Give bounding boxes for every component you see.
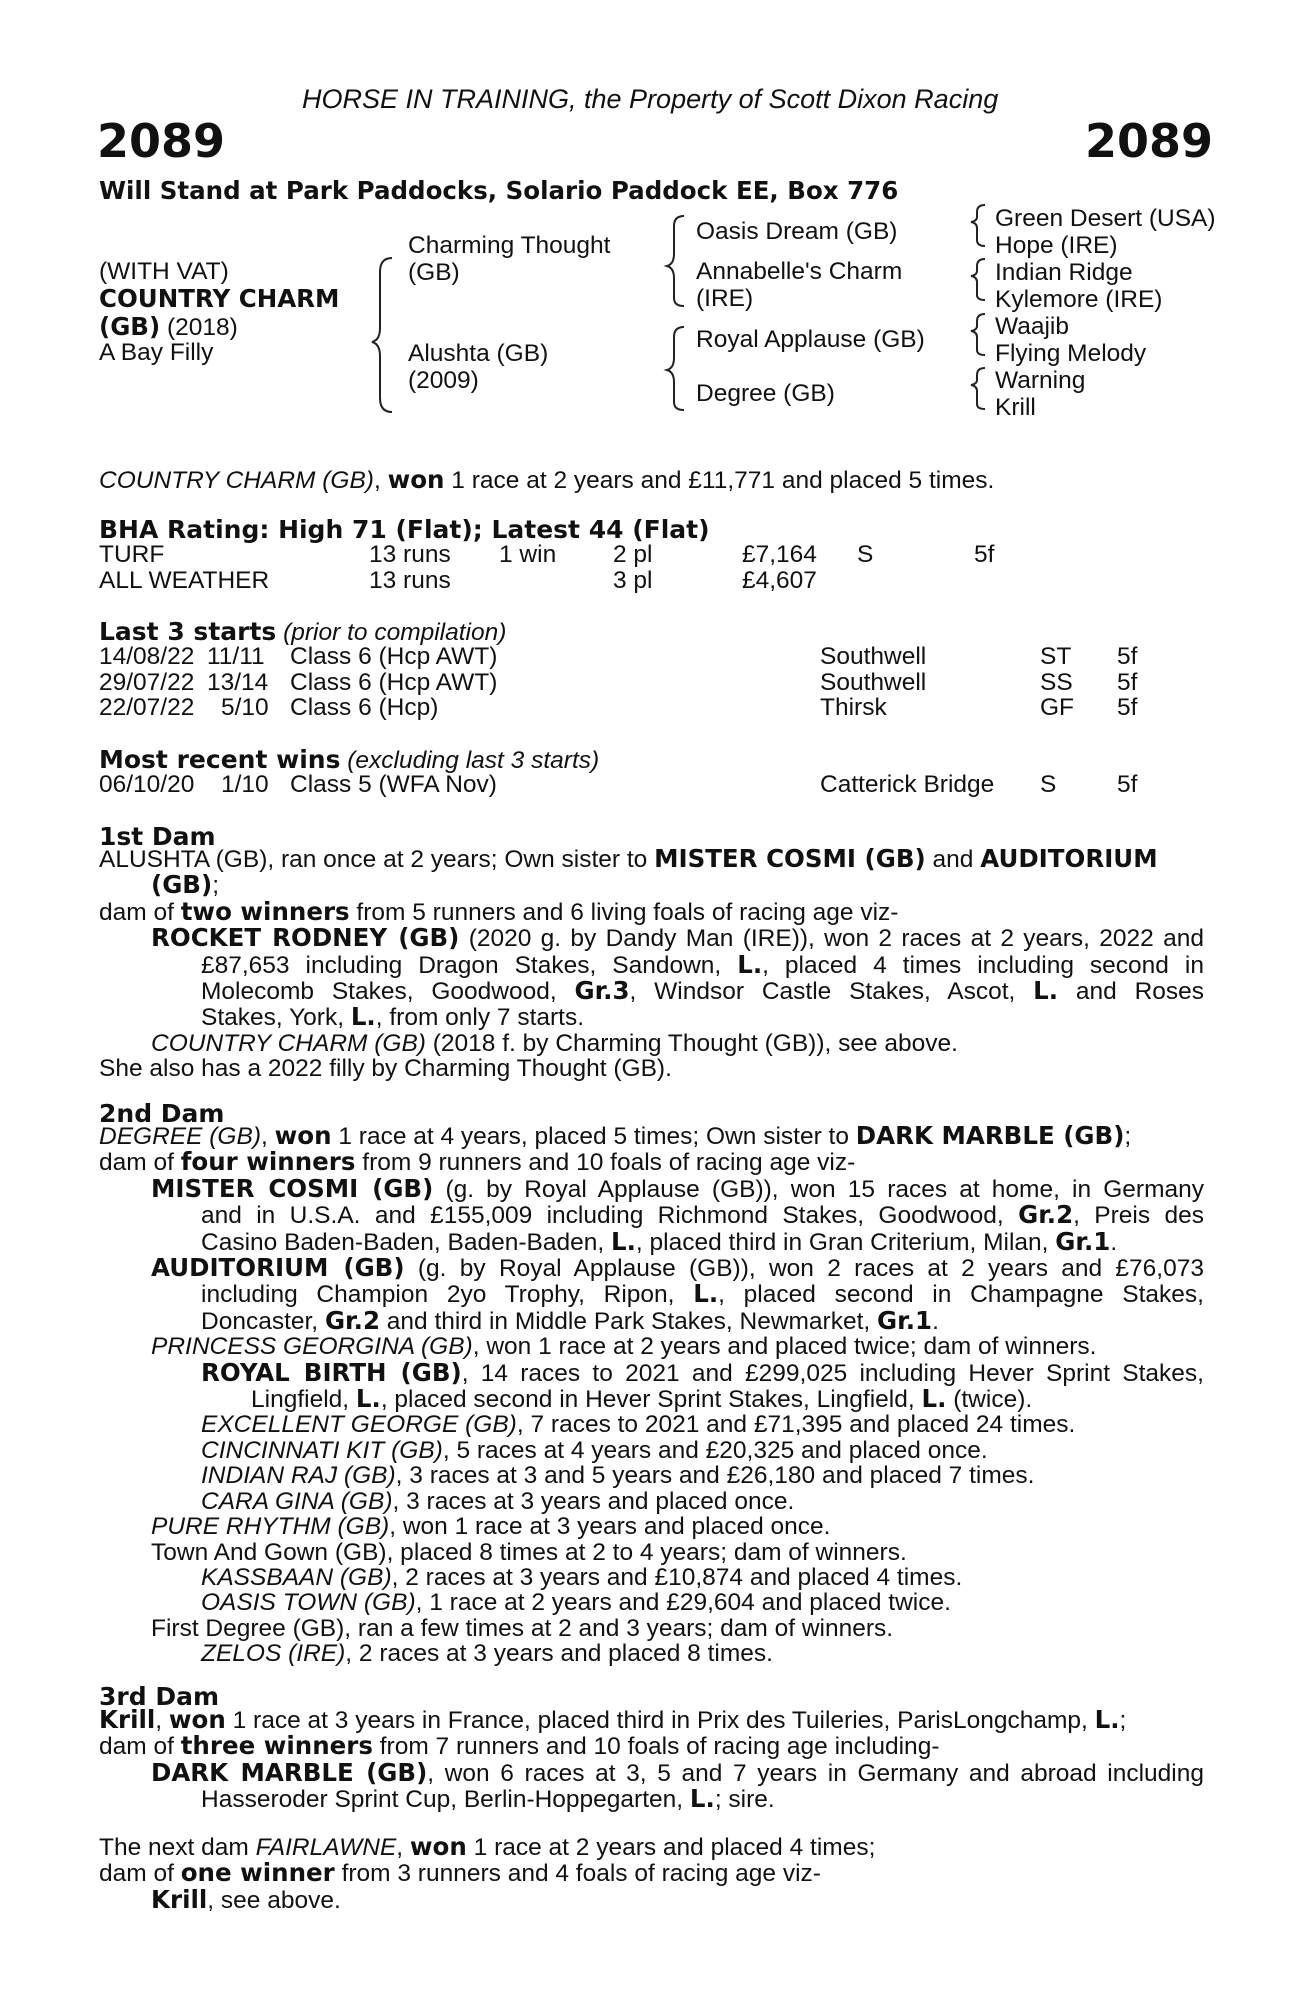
horse-link: CARA GINA (GB) [201, 1487, 393, 1515]
text-line [99, 1834, 1204, 1860]
text-run: , from only 7 starts. [375, 1004, 585, 1032]
text-run: ALUSHTA (GB), ran once at 2 years; Own sister to [99, 846, 655, 873]
horse-link: AUDITORIUM [980, 844, 1158, 873]
second-dam-section [99, 1123, 1204, 1667]
pedigree-dsd: Flying Melody [995, 340, 1147, 367]
win-going: S [1040, 771, 1057, 798]
text-run: from 5 runners and 6 living foals of racing age viz- [349, 898, 899, 926]
text-run: , [261, 1123, 275, 1150]
text-run: , won 6 races at 3, 5 and 7 years in Germany and abroad including [427, 1759, 1204, 1787]
page-header-title: HORSE IN TRAINING, the Property of Scott Dixon Racing [302, 84, 999, 114]
horse-link: DEGREE (GB) [99, 1123, 261, 1150]
start-distance: 5f [1117, 669, 1138, 696]
text-run: Casino Baden-Baden, Baden-Baden, [201, 1228, 611, 1256]
start-going: SS [1040, 669, 1073, 696]
start-distance: 5f [1117, 694, 1138, 721]
winners-count: three winners [180, 1731, 373, 1761]
pedigree-sds: Indian Ridge [995, 259, 1133, 286]
stand-location: Will Stand at Park Paddocks, Solario Paddock EE, Box 776 [99, 176, 899, 205]
grade: L. [611, 1226, 636, 1256]
rating-money: £4,607 [742, 567, 817, 594]
winners-count: two winners [180, 896, 350, 926]
horse-link: ROCKET RODNEY (GB) [151, 923, 460, 953]
text-run: , Windsor Castle Stakes, Ascot, [629, 978, 1034, 1006]
pedigree-dss: Waajib [995, 313, 1069, 340]
grade: Gr.1 [1055, 1226, 1111, 1256]
text-run: from 7 runners and 10 foals of racing age including- [372, 1733, 940, 1761]
horse-link: DARK MARBLE (GB) [855, 1121, 1125, 1150]
text-line [99, 1004, 1204, 1030]
rating-runs: 13 runs [369, 541, 451, 568]
pedigree-sire-dam: Annabelle's Charm [696, 258, 903, 285]
next-dam-section [99, 1834, 1204, 1913]
pedigree-sire-sire: Oasis Dream (GB) [696, 218, 898, 245]
text-line [99, 1707, 1204, 1733]
text-line [99, 1540, 1204, 1565]
win-class: Class 5 (WFA Nov) [290, 771, 497, 798]
horse-link: INDIAN RAJ (GB) [201, 1462, 396, 1490]
horse-link: (GB) [151, 870, 213, 900]
text-line [99, 949, 1204, 979]
pedigree-ddd: Krill [995, 394, 1036, 421]
grade: Gr.3 [574, 976, 630, 1006]
text-run: , see above. [207, 1886, 341, 1914]
win-distance: 5f [1117, 771, 1138, 798]
text-line [99, 1386, 1204, 1412]
rating-runs: 13 runs [369, 567, 451, 594]
rating-going: S [857, 541, 874, 568]
pedigree-dam-dam: Degree (GB) [696, 380, 835, 407]
horse-link: PURE RHYTHM (GB) [151, 1513, 390, 1541]
text-line [99, 1514, 1204, 1539]
text-run: , 1 race at 2 years and £29,604 and placed twice. [415, 1589, 951, 1617]
text-run: (2020 g. by Dandy Man (IRE)), won 2 races at 2 years, 2022 and [459, 925, 1204, 953]
start-date: 14/08/22 [99, 643, 195, 670]
text-line [99, 1202, 1204, 1228]
grade: L. [737, 949, 763, 979]
text-line [99, 1489, 1204, 1514]
grade: L. [1094, 1705, 1120, 1734]
horse-country: (GB) [99, 312, 161, 341]
text-run: , placed second in Champagne Stakes, [718, 1281, 1204, 1309]
text-line [99, 1056, 1204, 1081]
pedigree-sire-dam-country: (IRE) [696, 285, 754, 312]
pedigree-dds: Warning [995, 367, 1086, 394]
win-date: 06/10/20 [99, 771, 195, 798]
grade: L. [689, 1784, 715, 1814]
text-run: £87,653 including Dragon Stakes, Sandown, [201, 951, 738, 979]
text-run: , 14 races to 2021 and £299,025 including Hever Sprint Stakes, [461, 1359, 1204, 1387]
text-line [99, 1590, 1204, 1615]
text-run: , 5 races at 4 years and £20,325 and placed once. [442, 1436, 988, 1464]
text-run: , placed third in Gran Criterium, Milan, [635, 1228, 1056, 1256]
text-line [99, 1149, 1204, 1175]
text-line [99, 1334, 1204, 1359]
rating-placed: 2 pl [613, 541, 653, 568]
rating-money: £7,164 [742, 541, 817, 568]
text-run: dam of [99, 898, 181, 926]
text-run: , won 1 race at 2 years and placed twice; dam of winners. [472, 1333, 1097, 1361]
rating-surface: ALL WEATHER [99, 567, 270, 594]
text-run: 1 race at 3 years in France, placed third in Prix des Tuileries, ParisLongchamp, [225, 1707, 1095, 1734]
pedigree-sdd: Kylemore (IRE) [995, 286, 1163, 313]
start-class: Class 6 (Hcp AWT) [290, 669, 498, 696]
text-run: . [1110, 1228, 1118, 1256]
text-run: ; [1124, 1123, 1132, 1150]
text-run: , [396, 1834, 410, 1861]
summary-sep: , [373, 467, 388, 494]
text-line [99, 872, 1204, 898]
text-line [99, 1438, 1204, 1463]
horse-year: (2018) [160, 314, 238, 341]
start-class: Class 6 (Hcp AWT) [290, 643, 498, 670]
text-run: from 9 runners and 10 foals of racing age viz- [355, 1149, 856, 1177]
grade: L. [693, 1279, 719, 1309]
horse-link: Krill [99, 1705, 156, 1734]
start-going: GF [1040, 694, 1075, 721]
text-run: Hasseroder Sprint Cup, Berlin-Hoppegarten, [201, 1786, 690, 1814]
text-run: 1 race at 2 years and placed 4 times; [466, 1834, 876, 1861]
horse-link: DARK MARBLE (GB) [151, 1757, 428, 1787]
horse-link: FAIRLAWNE [255, 1834, 397, 1861]
text-run: including Champion 2yo Trophy, Ripon, [201, 1281, 694, 1309]
start-course: Southwell [820, 669, 927, 696]
text-line [99, 1463, 1204, 1488]
won-label: won [274, 1121, 332, 1150]
pedigree-dam-year: (2009) [408, 367, 479, 394]
grade: Gr.1 [877, 1305, 933, 1335]
lot-number-right: 2089 [1085, 114, 1214, 168]
first-dam-section [99, 846, 1204, 1082]
grade: Gr.2 [1018, 1200, 1074, 1230]
start-course: Southwell [820, 643, 927, 670]
horse-link: MISTER COSMI (GB) [654, 844, 926, 873]
recent-wins-title: Most recent wins [99, 745, 341, 774]
horse-link: OASIS TOWN (GB) [201, 1589, 416, 1617]
text-line [99, 1884, 1204, 1914]
rating-distance: 5f [974, 541, 995, 568]
text-run: (2018 f. by Charming Thought (GB)), see above. [425, 1029, 958, 1057]
text-run: . [932, 1307, 939, 1335]
start-going: ST [1040, 643, 1072, 670]
text-run: dam of [99, 1733, 181, 1761]
lot-number-left: 2089 [97, 114, 226, 168]
text-line [99, 846, 1204, 872]
text-line [99, 1123, 1204, 1149]
start-date: 22/07/22 [99, 694, 195, 721]
text-run: (g. by Royal Applause (GB)), won 2 races at 2 years and £76,073 [404, 1255, 1204, 1283]
pedigree-ssd: Hope (IRE) [995, 232, 1118, 259]
text-run: Stakes, York, [201, 1004, 351, 1032]
text-run: , 2 races at 3 years and placed 8 times. [345, 1640, 773, 1668]
recent-wins-note: (excluding last 3 starts) [340, 747, 600, 774]
horse-description: A Bay Filly [99, 339, 214, 366]
text-line [99, 1281, 1204, 1307]
last-starts-note: (prior to compilation) [276, 619, 507, 646]
text-run: and [925, 846, 981, 873]
rating-wins: 1 win [499, 541, 557, 568]
start-course: Thirsk [820, 694, 887, 721]
text-line [99, 925, 1204, 951]
pedigree-dam-sire: Royal Applause (GB) [696, 326, 925, 353]
text-run: , 3 races at 3 and 5 years and £26,180 and placed 7 times. [395, 1462, 1035, 1490]
grade: L. [921, 1384, 947, 1414]
text-line [99, 1305, 1204, 1335]
text-line [99, 1255, 1204, 1281]
text-run: , [155, 1707, 169, 1734]
text-line [99, 1226, 1204, 1256]
win-position: 1/10 [221, 771, 269, 798]
horse-link: COUNTRY CHARM (GB) [151, 1029, 426, 1057]
text-run: and third in Middle Park Stakes, Newmarket, [380, 1307, 878, 1335]
text-run: dam of [99, 1149, 181, 1177]
summary-text: 1 race at 2 years and £11,771 and placed 5 times. [444, 467, 995, 494]
second-dam-heading: 2nd Dam [99, 1099, 225, 1128]
horse-link: AUDITORIUM (GB) [151, 1253, 405, 1283]
text-run: , placed second in Hever Sprint Stakes, Lingfield, [380, 1386, 922, 1414]
text-run: and in U.S.A. and £155,009 including Richmond Stakes, Goodwood, [201, 1202, 1019, 1230]
text-run: , Preis des [1073, 1202, 1204, 1230]
text-line [99, 896, 1204, 926]
start-date: 29/07/22 [99, 669, 195, 696]
summary-won: won [387, 465, 445, 494]
text-run: , placed 4 times including second in [762, 951, 1204, 979]
horse-link: ROYAL BIRTH (GB) [201, 1357, 462, 1387]
grade: L. [1033, 976, 1059, 1006]
text-run: ; sire. [714, 1786, 775, 1814]
text-run: from 3 runners and 4 foals of racing age viz- [334, 1860, 821, 1888]
horse-link: MISTER COSMI (GB) [151, 1173, 434, 1203]
text-run: Town And Gown (GB), placed 8 times at 2 to 4 years; dam of winners. [151, 1538, 907, 1566]
grade: Gr.2 [324, 1305, 380, 1335]
win-course: Catterick Bridge [820, 771, 995, 798]
horse-link: CINCINNATI KIT (GB) [201, 1436, 443, 1464]
start-position: 11/11 [207, 643, 265, 670]
last-starts-title: Last 3 starts [99, 617, 277, 646]
won-label: won [168, 1705, 226, 1734]
text-run: (g. by Royal Applause (GB)), won 15 races at home, in Germany [433, 1175, 1204, 1203]
grade: L. [350, 1002, 376, 1032]
pedigree-sire-country: (GB) [408, 259, 460, 286]
text-run: and Roses [1058, 978, 1205, 1006]
third-dam-section [99, 1707, 1204, 1813]
race-summary [99, 465, 994, 495]
start-class: Class 6 (Hcp) [290, 694, 439, 721]
horse-link: EXCELLENT GEORGE (GB) [201, 1411, 517, 1439]
text-line [99, 1733, 1204, 1759]
third-dam-heading: 3rd Dam [99, 1682, 219, 1711]
grade: L. [355, 1384, 381, 1414]
text-line [99, 1357, 1204, 1387]
text-run: Lingfield, [251, 1386, 356, 1414]
start-position: 5/10 [221, 694, 269, 721]
text-run: dam of [99, 1860, 181, 1888]
start-position: 13/14 [207, 669, 269, 696]
text-run: , 2 races at 3 years and £10,874 and placed 4 times. [391, 1563, 963, 1591]
text-run: , won 1 race at 3 years and placed once. [389, 1513, 831, 1541]
won-label: won [409, 1832, 467, 1861]
text-run: (twice). [946, 1386, 1033, 1414]
text-run: ; [212, 872, 219, 900]
text-line [99, 1786, 1204, 1812]
text-run: The next dam [99, 1834, 256, 1861]
text-line [99, 1412, 1204, 1437]
text-run: First Degree (GB), ran a few times at 2 and 3 years; dam of winners. [151, 1614, 894, 1642]
horse-link: ZELOS (IRE) [201, 1640, 346, 1668]
bha-rating-heading: BHA Rating: High 71 (Flat); Latest 44 (Flat) [99, 515, 710, 544]
text-line [99, 1641, 1204, 1666]
summary-horse: COUNTRY CHARM (GB) [99, 467, 374, 494]
text-run: Doncaster, [201, 1307, 325, 1335]
text-run: , 3 races at 3 years and placed once. [392, 1487, 795, 1515]
vat-note: (WITH VAT) [99, 258, 229, 285]
text-line [99, 1757, 1204, 1787]
text-run: ; [1119, 1707, 1127, 1734]
text-line [99, 978, 1204, 1004]
start-distance: 5f [1117, 643, 1138, 670]
winners-count: four winners [180, 1147, 356, 1177]
rating-placed: 3 pl [613, 567, 653, 594]
rating-surface: TURF [99, 541, 165, 568]
winners-count: one winner [180, 1858, 335, 1888]
text-run: She also has a 2022 filly by Charming Thought (GB). [99, 1055, 672, 1083]
text-run: Molecomb Stakes, Goodwood, [201, 978, 575, 1006]
text-line [99, 1616, 1204, 1641]
horse-link: Krill [151, 1884, 208, 1914]
text-line [99, 1565, 1204, 1590]
text-run: 1 race at 4 years, placed 5 times; Own sister to [331, 1123, 856, 1150]
horse-link: PRINCESS GEORGINA (GB) [151, 1333, 473, 1361]
text-line [99, 1173, 1204, 1203]
text-line [99, 1031, 1204, 1056]
first-dam-heading: 1st Dam [99, 822, 216, 851]
text-run: , 7 races to 2021 and £71,395 and placed 24 times. [516, 1411, 1076, 1439]
horse-name: COUNTRY CHARM [99, 284, 340, 313]
pedigree-sire: Charming Thought [408, 232, 611, 259]
pedigree-sss: Green Desert (USA) [995, 205, 1216, 232]
horse-link: KASSBAAN (GB) [201, 1563, 392, 1591]
pedigree-dam: Alushta (GB) [408, 340, 549, 367]
text-line [99, 1860, 1204, 1886]
